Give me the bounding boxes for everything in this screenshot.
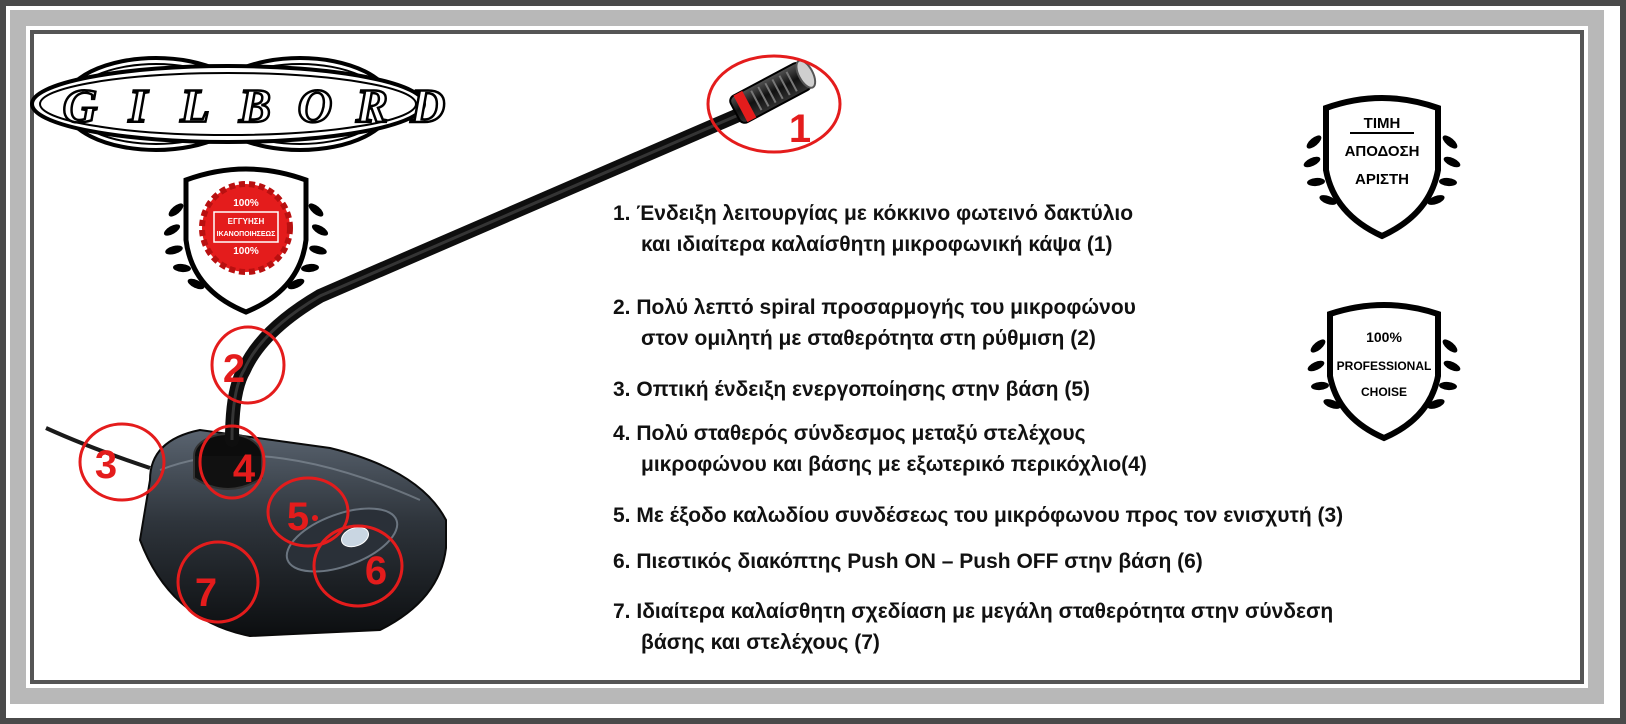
warranty-seal — [162, 169, 330, 312]
feature-number: 4. — [613, 422, 631, 445]
logo-letter-7: D — [410, 80, 446, 133]
seal-line-1: 100% — [233, 198, 259, 209]
logo-letter-2: I — [128, 80, 148, 133]
seal-line-2: ΕΓΓΥΗΣΗ — [227, 217, 265, 226]
feature-text-line1: Οπτική ένδειξη ενεργοποίησης στην βάση (5) — [636, 378, 1091, 401]
gilbord-logo — [32, 58, 445, 150]
seal-line-4: 100% — [233, 246, 259, 257]
seal-line-3: ΙΚΑΝΟΠΟΙΗΣΕΩΣ — [216, 231, 276, 238]
feature-2 — [613, 292, 1136, 354]
svg-text:2: 2 — [222, 347, 246, 391]
svg-text:3: 3 — [94, 443, 118, 487]
svg-text:7: 7 — [194, 571, 218, 615]
feature-1 — [613, 198, 1133, 260]
callout-3 — [80, 424, 164, 500]
feature-text-line2: και ιδιαίτερα καλαίσθητη μικροφωνική κάψα (1) — [641, 233, 1113, 256]
svg-text:6: 6 — [364, 549, 388, 593]
professional-line-3: CHOISE — [1360, 385, 1408, 399]
feature-3 — [613, 374, 1090, 405]
feature-text-line1: Με έξοδο καλωδίου συνδέσεως του μικρόφωνου προς τον ενισχυτή (3) — [636, 504, 1344, 527]
svg-text:5: 5 — [286, 495, 310, 539]
svg-text:1: 1 — [788, 107, 812, 151]
feature-text-line2: βάσης και στελέχους (7) — [641, 631, 880, 654]
quality-line-1: ΤΙΜΗ — [1363, 115, 1401, 132]
logo-letter-5: O — [297, 80, 333, 133]
feature-number: 7. — [613, 600, 631, 623]
feature-6 — [613, 546, 1203, 577]
feature-7 — [613, 596, 1333, 658]
feature-5 — [613, 500, 1343, 531]
professional-badge — [1306, 305, 1462, 438]
feature-4 — [613, 418, 1147, 480]
feature-number: 1. — [613, 202, 631, 225]
logo-letter-3: L — [180, 80, 210, 133]
logo-letter-6: R — [355, 80, 389, 133]
svg-text:4: 4 — [232, 447, 256, 491]
feature-number: 5. — [613, 504, 631, 527]
professional-line-2: PROFESSIONAL — [1336, 359, 1432, 373]
logo-letter-4: B — [238, 80, 272, 133]
feature-text-line1: Πιεστικός διακόπτης Push ON – Push OFF στην βάση (6) — [636, 550, 1203, 573]
feature-text-line1: Πολύ λεπτό spiral προσαρμογής του μικροφώνου — [636, 296, 1136, 319]
quality-line-2: ΑΠΟΔΟΣΗ — [1344, 143, 1420, 160]
professional-line-1: 100% — [1366, 329, 1402, 345]
feature-text-line1: Ένδειξη λειτουργίας με κόκκινο φωτεινό δακτύλιο — [636, 202, 1134, 225]
feature-number: 6. — [613, 550, 631, 573]
feature-number: 2. — [613, 296, 631, 319]
feature-text-line2: μικροφώνου και βάσης με εξωτερικό περικόχλιο(4) — [641, 453, 1147, 476]
quality-line-3: ΑΡΙΣΤΗ — [1354, 171, 1410, 188]
feature-text-line2: στον ομιλητή με σταθερότητα στη ρύθμιση (2) — [641, 327, 1096, 350]
feature-number: 3. — [613, 378, 631, 401]
logo-letter-1: G — [62, 80, 98, 133]
feature-text-line1: Πολύ σταθερός σύνδεσμος μεταξύ στελέχους — [636, 422, 1086, 445]
quality-badge — [1302, 98, 1462, 236]
feature-text-line1: Ιδιαίτερα καλαίσθητη σχεδίαση με μεγάλη σταθερότητα στην σύνδεση — [636, 600, 1334, 623]
